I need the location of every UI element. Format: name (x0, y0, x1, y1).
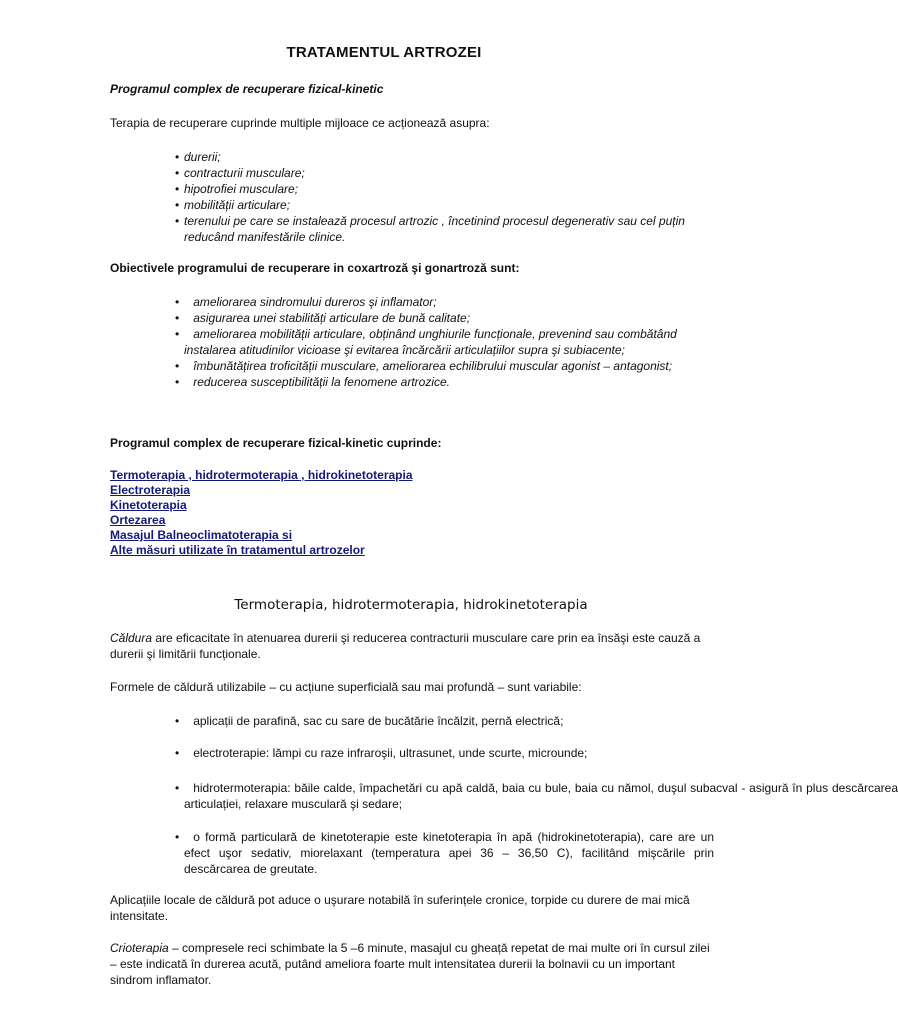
bullet (184, 359, 193, 373)
list-item-text: hidrotermoterapia: băile calde, împachetări cu apă caldă, baia cu bule, baia cu nămol, duşul subacval - asigură în plus descărcarea articulației, relaxare musculară şi sedare; (184, 781, 898, 811)
program-subtitle: Programul complex de recuperare fizical-kinetic (110, 82, 384, 96)
list-item (0, 326, 714, 358)
bullet (184, 830, 193, 844)
contents-links (110, 468, 413, 558)
forms-text: Formele de căldură utilizabile – cu acțiune superficială sau mai profundă – sunt variabile: (110, 680, 582, 694)
list-item (184, 745, 714, 761)
cryo-rest: – compresele reci schimbate la 5 –6 minute, masajul cu gheață repetat de mai multe ori în cursul zilei – este indicată în durerea acută, putând ameliora foarte mult intensitatea durerii la bolnavii cu un important sindrom inflamator. (110, 941, 710, 987)
link-alte-masuri[interactable]: Alte măsuri utilizate în tratamentul artrozelor (110, 543, 365, 557)
section-title: Termoterapia, hidrotermoterapia, hidrokinetoterapia (234, 597, 588, 613)
link-kinetoterapia[interactable]: Kinetoterapia (110, 498, 187, 512)
bullet (184, 746, 193, 760)
list-item-text: asigurarea unei stabilități articulare de bună calitate; (193, 311, 471, 325)
list-item: • mobilității articulare; (184, 197, 714, 213)
heat-lead: Căldura (110, 631, 153, 645)
list-item (184, 294, 714, 310)
bullet (184, 781, 193, 795)
list-item-text: electroterapie: lămpi cu raze infraroşii, ultrasunet, unde scurte, microunde; (193, 746, 588, 760)
local-text: Aplicațiile locale de căldură pot aduce o uşurare notabilă în suferințele cronice, torpide cu durere de mai mică intensitate. (110, 893, 690, 923)
link-termoterapia[interactable]: Termoterapia , hidrotermoterapia , hidrokinetoterapia (110, 468, 413, 482)
bullet (184, 311, 193, 325)
program-includes-heading: Programul complex de recuperare fizical-kinetic cuprinde: (110, 436, 442, 450)
bullet (184, 327, 193, 341)
bullet (184, 375, 193, 389)
list-item (184, 374, 714, 390)
document-title: TRATAMENTUL ARTROZEI (286, 44, 482, 61)
list-item (184, 829, 714, 877)
bullet (184, 714, 193, 728)
list-item-text: aplicații de parafină, sac cu sare de bucătărie încălzit, pernă electrică; (193, 714, 564, 728)
link-ortezarea[interactable]: Ortezarea (110, 513, 166, 527)
list-item-text: ameliorarea mobilității articulare, obținând unghiurile funcționale, prevenind sau combătând instalarea atitudinilor vicioase şi evitarea încărcării articulațiilor supra şi subiacente; (184, 327, 677, 357)
cryo-paragraph (110, 940, 714, 988)
list-item: • durerii; (184, 149, 714, 165)
list-item (184, 310, 714, 326)
cryo-lead: Crioterapia (110, 941, 169, 955)
heat-rest: are eficacitate în atenuarea durerii şi reducerea contracturii musculare care prin ea însăşi este cauză a durerii şi limitării funcționale. (110, 631, 701, 661)
heat-paragraph (110, 630, 714, 662)
bullet (184, 295, 193, 309)
objectives-list (184, 294, 714, 390)
list-item-text: reducerea susceptibilității la fenomene artrozice. (193, 375, 451, 389)
objectives-heading: Obiectivele programului de recuperare in coxartroză şi gonartroză sunt: (110, 261, 520, 275)
list-item: • contracturii musculare; (184, 165, 714, 181)
list-item: • hipotrofiei musculare; (184, 181, 714, 197)
list-item: • terenului pe care se instalează procesul artrozic , încetinind procesul degenerativ sau cel puțin reducând manifestările clinice. (184, 213, 714, 245)
targets-list (184, 149, 714, 245)
link-electroterapia[interactable]: Electroterapia (110, 483, 191, 497)
list-item (184, 358, 714, 374)
list-item (0, 780, 898, 812)
list-item-text: îmbunătățirea troficității musculare, ameliorarea echilibrului muscular agonist – antagonist; (193, 359, 673, 373)
list-item-text: o formă particulară de kinetoterapie este kinetoterapia în apă (hidrokinetoterapia), care are un efect uşor sedativ, miorelaxant (temperatura apei 36 – 36,50 C), facilitând mişcările prin descărcarea de greutate. (184, 830, 714, 876)
link-masajul[interactable]: Masajul Balneoclimatoterapia si (110, 528, 293, 542)
intro-text: Terapia de recuperare cuprinde multiple mijloace ce acționează asupra: (110, 116, 490, 130)
list-item-text: ameliorarea sindromului dureros şi inflamator; (193, 295, 437, 309)
list-item (184, 713, 714, 729)
